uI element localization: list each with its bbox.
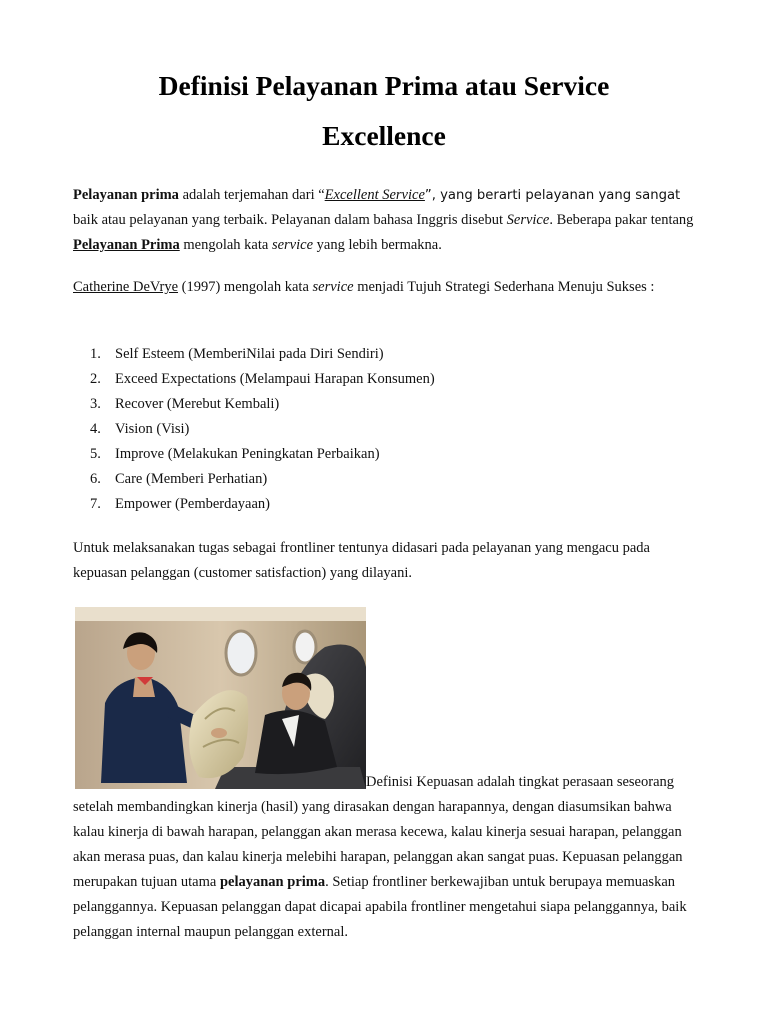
text-fragment: yang lebih bermakna.: [313, 237, 442, 253]
list-number: 3.: [90, 396, 101, 412]
list-number: 6.: [90, 471, 101, 487]
text-fragment: ”, yang berarti pelayanan yang sangat: [424, 188, 681, 203]
text-fragment: . Beberapa pakar tentang: [549, 212, 694, 228]
list-text: Exceed Expectations (Melampaui Harapan Konsumen): [115, 371, 435, 387]
term-pelayanan-prima: Pelayanan prima: [73, 187, 179, 203]
text-fragment: menjadi Tujuh Strategi Sederhana Menuju Sukses :: [353, 279, 655, 295]
list-text: Empower (Pemberdayaan): [115, 496, 271, 512]
image-inline-spacer: [73, 785, 366, 786]
list-number: 2.: [90, 371, 101, 387]
list-text: Care (Memberi Perhatian): [115, 471, 268, 487]
list-item: [73, 342, 695, 367]
list-item: [73, 367, 695, 392]
text-fragment: (1997) mengolah kata: [178, 279, 313, 295]
text-fragment: baik atau pelayanan yang terbaik. Pelayanan dalam bahasa Inggris disebut: [73, 212, 507, 228]
paragraph-kepuasan: [73, 770, 695, 945]
list-number: 1.: [90, 346, 101, 362]
flight-attendant-photo: [75, 607, 366, 789]
list-item: [73, 392, 695, 417]
list-text: Improve (Melakukan Peningkatan Perbaikan): [115, 446, 380, 462]
term-service: service: [271, 237, 314, 253]
term-service: Service: [506, 212, 550, 228]
list-item: [73, 442, 695, 467]
list-number: 4.: [90, 421, 101, 437]
list-item: [73, 492, 695, 517]
term-pelayanan-prima: pelayanan prima: [219, 874, 326, 890]
photo-illustration: [75, 607, 366, 789]
list-number: 7.: [90, 496, 101, 512]
list-text: Self Esteem (MemberiNilai pada Diri Sendiri): [115, 346, 384, 362]
link-excellent-service[interactable]: Excellent Service: [324, 187, 425, 203]
strategy-list: [73, 342, 695, 517]
text-fragment: . Setiap frontliner berkewajiban untuk berupaya memuaskan pelanggannya. Kepuasan pelanggan dapat dicapai apabila frontliner mengetahui siapa pelanggannya, baik pelanggan internal maupun pelanggan external.: [73, 874, 687, 940]
term-service: service: [312, 279, 354, 295]
paragraph-intro: [73, 183, 695, 258]
text-fragment: adalah terjemahan dari “: [178, 187, 325, 203]
link-catherine-devrye[interactable]: Catherine DeVrye: [73, 279, 179, 295]
text-fragment: mengolah kata: [179, 237, 272, 253]
document-title: [74, 61, 694, 161]
list-number: 5.: [90, 446, 101, 462]
title-line-1: Definisi Pelayanan Prima atau Service: [158, 70, 610, 101]
list-text: Recover (Merebut Kembali): [115, 396, 280, 412]
list-item: [73, 417, 695, 442]
title-line-2: Excellence: [322, 120, 446, 151]
list-item: [73, 467, 695, 492]
list-text: Vision (Visi): [115, 421, 190, 437]
link-pelayanan-prima[interactable]: Pelayanan Prima: [73, 237, 180, 253]
paragraph-devrye: [73, 275, 695, 300]
text-fragment: Definisi Kepuasan adalah tingkat perasaan seseorang setelah membandingkan kinerja (hasil) yang dirasakan dengan harapannya, dengan diasumsikan bahwa kalau kinerja di bawah harapan, pelanggan akan merasa kecewa, kalau kinerja sesuai harapan, pelanggan akan merasa puas, dan kalau kinerja melebihi harapan, pelanggan akan sangat puas. Kepuasan pelanggan merupakan tujuan utama: [73, 774, 683, 890]
paragraph-frontliner: Untuk melaksanakan tugas sebagai frontliner tentunya didasari pada pelayanan yang mengacu pada kepuasan pelanggan (customer satisfaction) yang dilayani.: [73, 540, 650, 581]
